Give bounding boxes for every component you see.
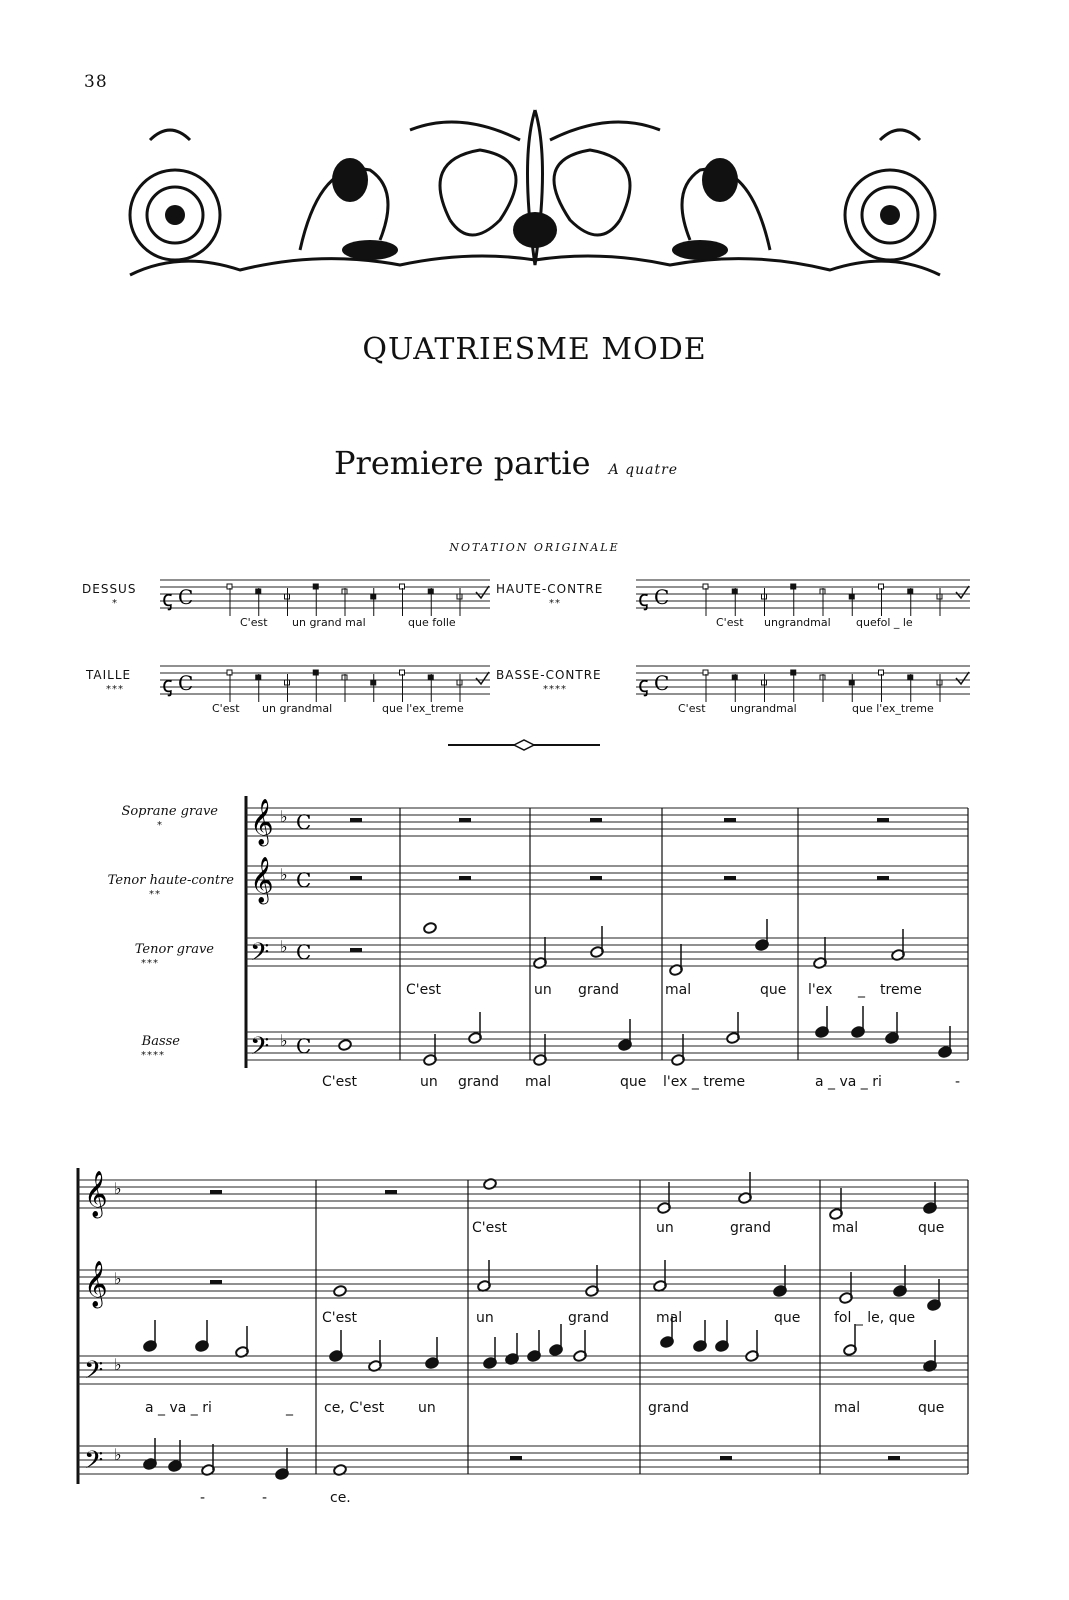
part-stars-basse: **** [141,1050,165,1061]
lyric-dessus-2: un grand mal [292,616,366,629]
system1-rest-sop-0 [350,818,362,822]
system1-rest-tenor-0 [350,948,362,952]
lyric-s1-basse-2: un [420,1074,438,1090]
subtitle-text: Premiere partie [334,444,591,482]
system1-rest-hc-4 [877,876,889,880]
part-name-basse: Basse [141,1034,180,1049]
lyric-s1-basse-6: l'ex _ treme [663,1074,746,1090]
part-stars-tenor: *** [141,958,159,969]
original-clef-3: ꞔ [638,673,649,698]
page-title: QUATRIESME MODE [362,332,707,367]
lyric-s2-sop-2: un [656,1220,674,1236]
lyric-s2-tenor-6: mal [834,1400,861,1416]
voice-stars-dessus: * [112,598,118,609]
lyric-s2-tenor-7: que [918,1400,945,1416]
voice-label-basse-contre: BASSE-CONTRE [496,668,602,682]
lyric-s2-tenor-3: ce, C'est [324,1400,385,1416]
lyric-s2-sop-5: que [918,1220,945,1236]
lyric-s1-basse-8: - [955,1074,961,1090]
system2-rest-hc-0 [210,1280,222,1284]
lyric-s1-basse-5: que [620,1074,647,1090]
lyric-s2-sop-3: grand [730,1220,771,1236]
system2-rest-sop-1 [385,1190,397,1194]
system2-key-0: ♭ [114,1179,122,1198]
lyric-s1-tenor-5: que [760,982,787,998]
lyric-s2-sop-4: mal [832,1220,859,1236]
original-mensuration-2: C [178,671,194,695]
lyric-bc-2: ungrandmal [730,702,797,715]
lyric-s2-hc-5: que [774,1310,801,1326]
lyric-bc-1: C'est [678,702,706,715]
lyric-s1-tenor-7: _ [858,982,865,998]
lyric-hc-2: ungrandmal [764,616,831,629]
part-name-soprane: Soprane grave [121,804,218,819]
lyric-s1-tenor-8: treme [880,982,922,998]
lyric-s1-tenor-4: mal [665,982,692,998]
notation-heading: NOTATION ORIGINALE [449,541,620,554]
system2-rest-sop-0 [210,1190,222,1194]
part-name-tenor: Tenor grave [134,942,214,957]
lyric-taille-2: un grandmal [262,702,333,715]
system2-hc-note-1 [333,1285,347,1298]
lyric-s1-tenor-1: C'est [406,982,442,998]
system2-key-1: ♭ [114,1269,122,1288]
lyric-s2-hc-6: fol _ le, que [834,1310,916,1326]
original-custos-1 [956,586,969,598]
original-custos-0 [476,586,489,598]
lyric-s2-tenor-5: grand [648,1400,689,1416]
part-stars-soprane: * [157,820,163,831]
original-clef-0: ꞔ [162,587,173,612]
lyric-taille-1: C'est [212,702,240,715]
voice-stars-basse-contre: **** [543,684,567,695]
lyric-s2-tenor-2: _ [286,1400,293,1416]
system2-rest-basse-1 [720,1456,732,1460]
system1-clef-3: 𝄢 [250,1032,270,1067]
lyric-s1-basse-4: mal [525,1074,552,1090]
original-custos-3 [956,672,969,684]
lyric-s1-tenor-3: grand [578,982,619,998]
original-clef-2: ꞔ [162,673,173,698]
system2-rest-basse-0 [510,1456,522,1460]
system2-clef-3: 𝄢 [84,1446,104,1481]
original-mensuration-3: C [654,671,670,695]
voice-stars-taille: *** [106,684,124,695]
lyric-dessus-1: C'est [240,616,268,629]
system1-key-3: ♭ [280,1031,288,1050]
lyric-s1-basse-7: a _ va _ ri [815,1074,882,1090]
system1-time-2: C [296,940,312,964]
system1-tenor-note-1 [423,922,437,935]
system1-rest-hc-0 [350,876,362,880]
lyric-s2-hc-3: grand [568,1310,609,1326]
system1-rest-hc-2 [590,876,602,880]
original-custos-2 [476,672,489,684]
divider-diamond [514,740,534,750]
lyric-s2-hc-4: mal [656,1310,683,1326]
lyric-s1-basse-3: grand [458,1074,499,1090]
part-stars-haute-contre: ** [149,889,161,900]
lyric-s2-hc-2: un [476,1310,494,1326]
part-name-haute-contre: Tenor haute-contre [107,873,234,888]
original-mensuration-0: C [178,585,194,609]
system2-clef-0: 𝄞 [84,1171,108,1217]
lyric-s2-basse-1: - [200,1490,206,1506]
system2-key-2: ♭ [114,1355,122,1374]
voice-stars-haute-contre: ** [549,598,561,609]
system1-rest-hc-1 [459,876,471,880]
system1-time-0: C [296,810,312,834]
lyric-bc-3: que l'ex_treme [852,702,934,715]
system1-key-2: ♭ [280,937,288,956]
voice-label-haute-contre: HAUTE-CONTRE [496,582,604,596]
system1-rest-sop-3 [724,818,736,822]
system1-rest-sop-2 [590,818,602,822]
system2-key-3: ♭ [114,1445,122,1464]
system1-basse-note-1 [338,1039,352,1052]
lyric-s2-tenor-1: a _ va _ ri [145,1400,212,1416]
subtitle-note: A quatre [608,462,679,478]
lyric-s1-tenor-6: l'ex [808,982,833,998]
original-mensuration-1: C [654,585,670,609]
system2-clef-2: 𝄢 [84,1356,104,1391]
system1-clef-2: 𝄢 [250,938,270,973]
lyric-s2-sop-1: C'est [472,1220,508,1236]
voice-label-dessus: DESSUS [82,582,137,596]
original-clef-1: ꞔ [638,587,649,612]
lyric-s2-tenor-4: un [418,1400,436,1416]
lyric-s1-basse-1: C'est [322,1074,358,1090]
system2-clef-1: 𝄞 [84,1261,108,1307]
voice-label-taille: TAILLE [86,668,132,682]
page-number: 38 [84,72,108,92]
system1-key-1: ♭ [280,865,288,884]
system1-rest-hc-3 [724,876,736,880]
system2-rest-basse-2 [888,1456,900,1460]
system1-clef-1: 𝄞 [250,857,274,903]
lyric-hc-3: quefol _ le [856,616,913,629]
lyric-hc-1: C'est [716,616,744,629]
lyric-s2-hc-1: C'est [322,1310,358,1326]
lyric-s2-basse-3: ce. [330,1490,351,1506]
system1-rest-sop-1 [459,818,471,822]
system1-time-3: C [296,1034,312,1058]
lyric-s2-basse-2: - [262,1490,268,1506]
system1-rest-sop-4 [877,818,889,822]
system1-clef-0: 𝄞 [250,799,274,845]
lyric-taille-3: que l'ex_treme [382,702,464,715]
system1-time-1: C [296,868,312,892]
system1-key-0: ♭ [280,807,288,826]
lyric-s1-tenor-2: un [534,982,552,998]
lyric-dessus-3: que folle [408,616,456,629]
